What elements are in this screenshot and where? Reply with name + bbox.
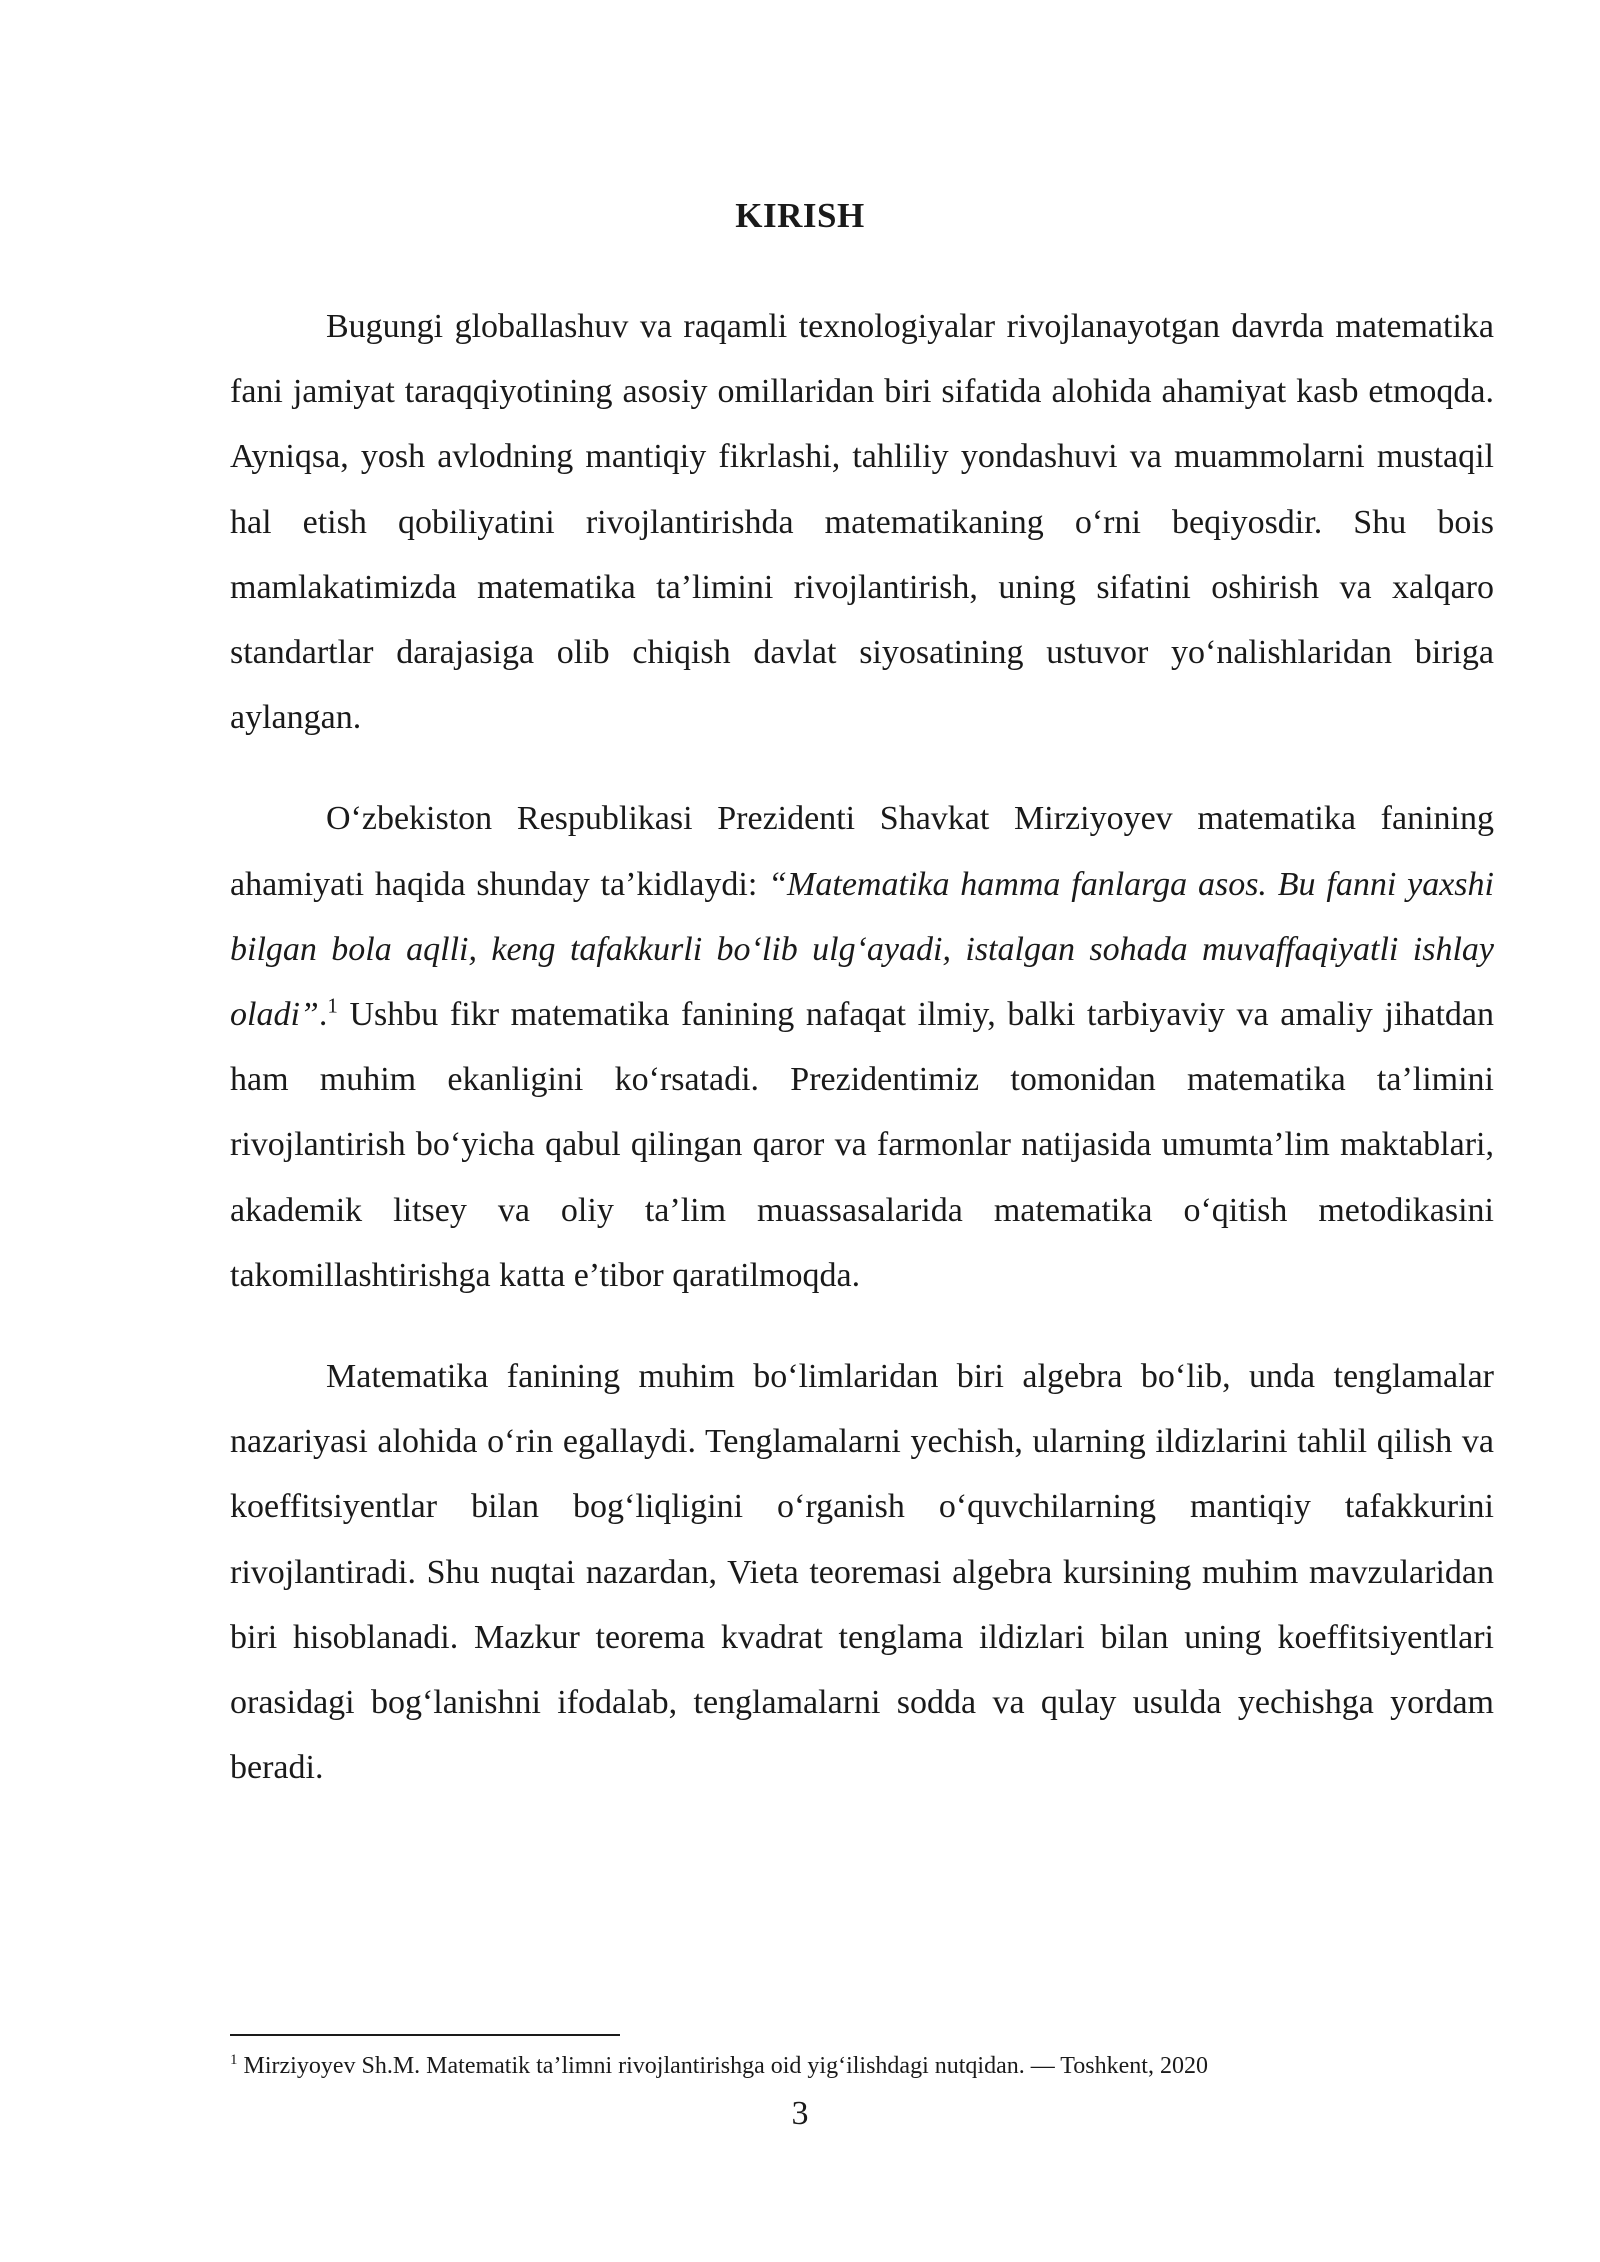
president-quote: “Matematika hamma fanlarga asos. Bu fanni yaxshi bilgan bola aqlli, keng tafakkurli bo‘lib ulg‘ayadi, istalgan sohada muvaffaqiyatli ishlay oladi” [230, 865, 1494, 1034]
quote-period: . [318, 996, 328, 1034]
section-heading: KIRISH [735, 196, 865, 235]
footnote [230, 2049, 1494, 2083]
footnote-reference[interactable]: 1 [327, 993, 338, 1018]
paragraph-quote-lead: O‘zbekiston Respublikasi Prezidenti Shavkat Mirziyoyev matematika fanining ahamiyati haqida shunday ta’kidlaydi: [230, 800, 1494, 903]
page-number: 3 [791, 2095, 809, 2132]
paragraph-quote-continuation: Ushbu fikr matematika fanining nafaqat ilmiy, balki tarbiyaviy va amaliy jihatdan ham muhim ekanligini ko‘rsatadi. Prezidentimiz tomonidan matematika ta’limini rivojlantirish bo‘yicha qabul qilingan qaror va farmonlar natijasida umumta’lim maktablari, akademik litsey va oliy ta’lim muassasalarida matematika o‘qitish metodikasini takomillashtirishga katta e’tibor qaratilmoqda. [230, 996, 1494, 1294]
paragraph-vieta: Matematika fanining muhim bo‘limlaridan biri algebra bo‘lib, unda tenglamalar nazariyasi alohida o‘rin egallaydi. Tenglamalarni yechish, ularning ildizlarini tahlil qilish va koeffitsiyentlar bilan bog‘liqligini o‘rganish o‘quvchilarning mantiqiy tafakkurini rivojlantiradi. Shu nuqtai nazardan, Vieta teoremasi algebra kursining muhim mavzularidan biri hisoblanadi. Mazkur teorema kvadrat tenglama ildizlari bilan uning koeffitsiyentlari orasidagi bog‘lanishni ifodalab, tenglamalarni sodda va qulay usulda yechishga yordam beradi. [230, 1358, 1494, 1787]
footnote-mark: 1 [230, 2052, 238, 2068]
paragraph-president-quote [230, 786, 1494, 1308]
footnote-divider [230, 2034, 620, 2036]
footnote-text: Mirziyoyev Sh.M. Matematik ta’limni rivojlantirishga oid yig‘ilishdagi nutqidan. — Toshkent, 2020 [237, 2053, 1208, 2079]
paragraph-intro: Bugungi globallashuv va raqamli texnologiyalar rivojlanayotgan davrda matematika fani jamiyat taraqqiyotining asosiy omillaridan biri sifatida alohida ahamiyat kasb etmoqda. Ayniqsa, yosh avlodning mantiqiy fikrlashi, tahliliy yondashuvi va muammolarni mustaqil hal etish qobiliyatini rivojlantirishda matematikaning o‘rni beqiyosdir. Shu bois mamlakatimizda matematika ta’limini rivojlantirish, uning sifatini oshirish va xalqaro standartlar darajasiga olib chiqish davlat siyosatining ustuvor yo‘nalishlaridan biriga aylangan. [230, 308, 1494, 737]
body-text [230, 294, 1494, 1800]
